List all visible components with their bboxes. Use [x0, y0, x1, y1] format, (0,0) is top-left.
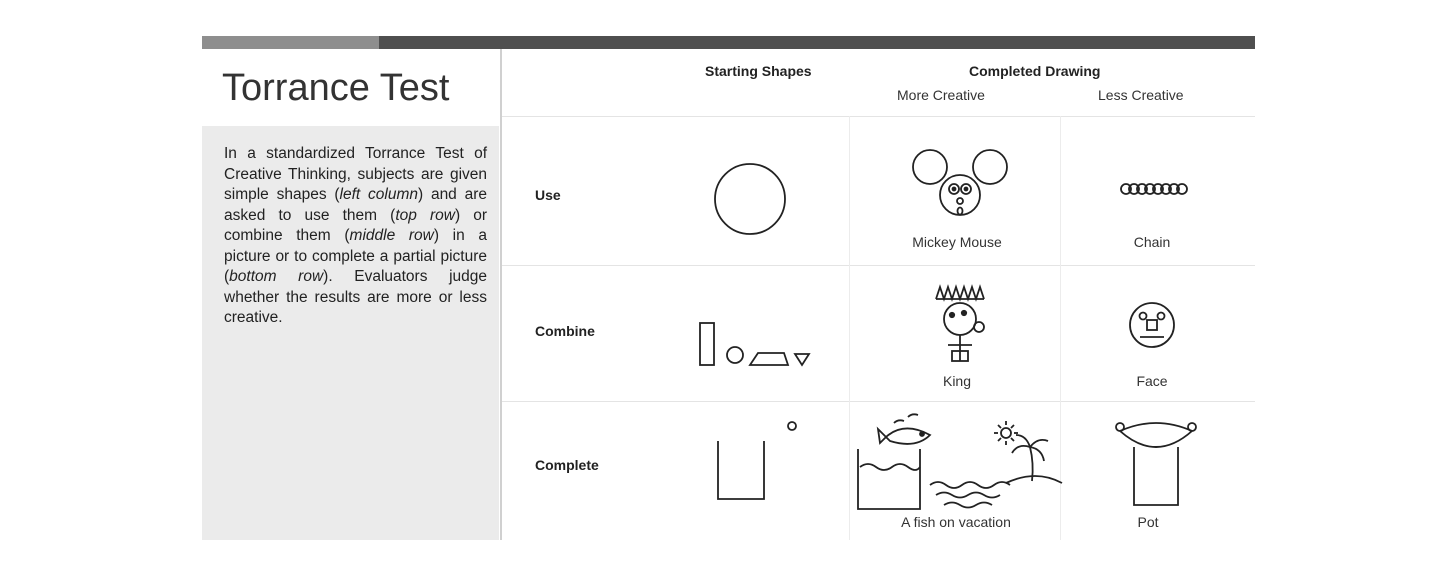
row-divider [502, 401, 1255, 402]
row-label-complete: Complete [535, 457, 599, 473]
header-bar [379, 36, 1255, 49]
description-box [202, 126, 499, 540]
starting-open-box-drawing [712, 417, 798, 503]
page-title: Torrance Test [222, 67, 450, 109]
desc-emphasis: bottom row [229, 268, 324, 285]
desc-part: ) in a picture or to complete a partial picture ( [224, 227, 487, 285]
king-drawing [930, 279, 992, 371]
caption-king: King [942, 373, 972, 389]
header-bar-accent [202, 36, 379, 49]
caption-face: Face [1136, 373, 1168, 389]
row-divider [502, 116, 1255, 117]
caption-chain: Chain [1133, 234, 1171, 250]
desc-emphasis: left column [339, 186, 418, 203]
starting-circle-drawing [712, 161, 788, 237]
chain-drawing [1120, 181, 1190, 201]
fish-on-vacation-drawing [856, 409, 1064, 513]
starting-shapes-combine-drawing [698, 319, 818, 371]
column-divider [849, 116, 850, 540]
desc-emphasis: middle row [349, 227, 434, 244]
desc-part: In a standardized Torrance Test of Creative Thinking, subjects are given simple shapes ( [224, 145, 487, 203]
subheader-more-creative: More Creative [897, 87, 985, 103]
desc-emphasis: top row [395, 206, 455, 224]
subheader-less-creative: Less Creative [1098, 87, 1184, 103]
face-drawing [1126, 299, 1178, 351]
sidebar [202, 49, 499, 540]
desc-part: ) and are asked to use them ( [224, 186, 488, 224]
title-box [202, 49, 499, 126]
row-label-use: Use [535, 187, 561, 203]
caption-pot: Pot [1137, 514, 1159, 530]
description-text [224, 144, 487, 329]
pot-drawing [1110, 417, 1202, 509]
caption-fish-on-vacation: A fish on vacation [901, 514, 1011, 530]
desc-part: ). Evaluators judge whether the results are more or less creative. [224, 268, 487, 326]
caption-mickey-mouse: Mickey Mouse [912, 234, 1002, 250]
header-completed-drawing: Completed Drawing [969, 63, 1101, 79]
figure-table [502, 49, 1255, 540]
mickey-mouse-drawing [910, 147, 1010, 235]
row-label-combine: Combine [535, 323, 595, 339]
row-divider [502, 265, 1255, 266]
header-starting-shapes: Starting Shapes [705, 63, 812, 79]
desc-part: ) or combine them ( [224, 206, 487, 244]
